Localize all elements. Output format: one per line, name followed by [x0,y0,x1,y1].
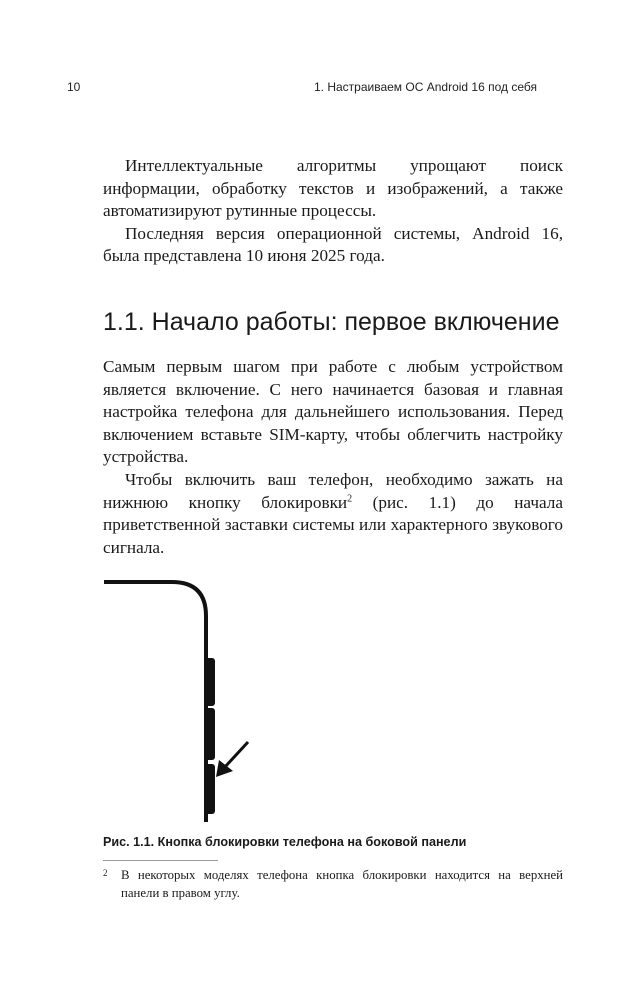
figure-phone-side [100,578,260,828]
section-text [103,356,563,559]
running-title: 1. Настраиваем ОС Android 16 под себя [313,80,537,94]
section-heading: 1.1. Начало работы: первое включение [103,308,560,336]
footnote [103,866,563,902]
arrow-icon [216,742,248,777]
lock-button [204,764,215,814]
intro-text [103,155,563,268]
figure-caption: Рис. 1.1. Кнопка блокировки телефона на боковой панели [103,835,467,849]
paragraph-text: Чтобы включить ваш телефон, необходимо зажать на нижнюю кнопку блокировки [103,469,563,512]
page-number: 10 [67,80,81,94]
paragraph [103,469,563,559]
phone-side-illustration [100,578,260,828]
footnote-divider [103,860,218,861]
phone-outline [104,582,206,822]
footnote-number: 2 [103,868,108,878]
running-head [67,80,537,98]
paragraph: Самым первым шагом при работе с любым устройством является включение. С него начинается базовая и главная настройка телефона для дальнейшего использования. Перед включением вставьте SIM-карту, чтобы облегчить настройку устройства. [103,357,563,467]
paragraph-text: (рис. 1.1) до начала приветственной заставки системы или характерного звукового сигнала. [103,492,563,557]
paragraph: Интеллектуальные алгоритмы упрощают поиск информации, обработку текстов и изображений, а также автоматизируют рутинные процессы. [103,156,563,221]
side-button-middle [204,708,215,760]
side-button-upper [204,658,215,706]
footnote-text: В некоторых моделях телефона кнопка блокировки находится на верхней панели в правом углу. [121,868,563,900]
paragraph: Последняя версия операционной системы, Android 16, была представлена 10 июня 2025 года. [103,223,563,266]
footnote-reference: 2 [347,492,353,504]
